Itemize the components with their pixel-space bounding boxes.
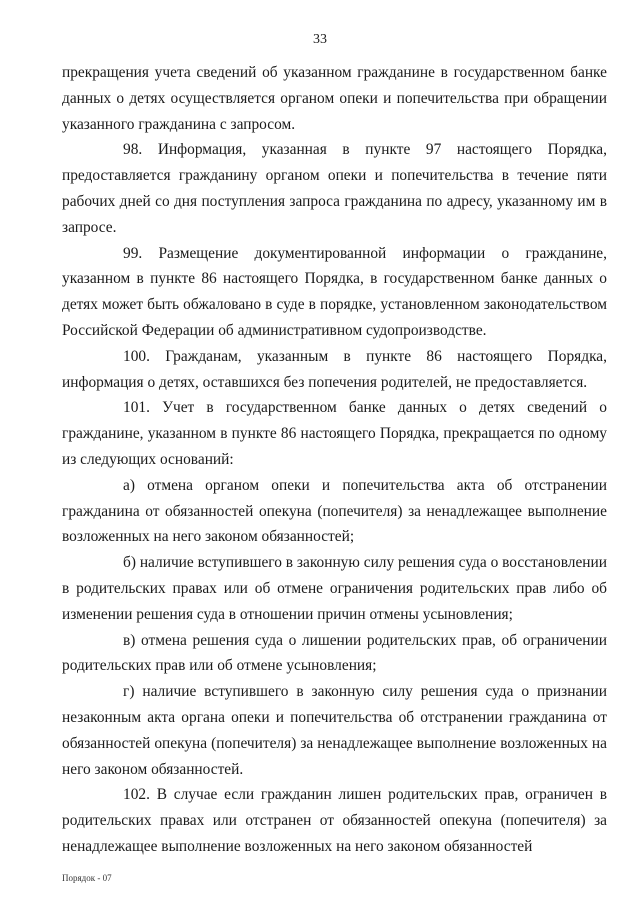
paragraph: 100. Гражданам, указанным в пункте 86 настоящего Порядка, информация о детях, оставшихся без попечения родителей, не предоставляется. <box>62 347 607 391</box>
paragraph: г) наличие вступившего в законную силу решения суда о признании незаконным акта органа опеки и попечительства об отстранении гражданина от обязанностей опекуна (попечителя) за ненадлежащее выполнение возложенных на него законом обязанностей. <box>62 683 607 778</box>
footer-label: Порядок - 07 <box>62 873 112 883</box>
paragraph: б) наличие вступившего в законную силу решения суда о восстановлении в родительских правах или об отмене ограничения родительских прав либо об изменении решения суда в отношении причин отмены усыновления; <box>62 554 607 623</box>
paragraph: 98. Информация, указанная в пункте 97 настоящего Порядка, предоставляется гражданину органом опеки и попечительства в течение пяти рабочих дней со дня поступления запроса гражданина по адресу, указанному им в запросе. <box>62 141 607 236</box>
paragraph: прекращения учета сведений об указанном гражданине в государственном банке данных о детях осуществляется органом опеки и попечительства при обращении указанного гражданина с запросом. <box>62 64 607 133</box>
body-text <box>62 60 607 860</box>
paragraph: 101. Учет в государственном банке данных о детях сведений о гражданине, указанном в пункте 86 настоящего Порядка, прекращается по одному из следующих оснований: <box>62 399 607 468</box>
paragraph: в) отмена решения суда о лишении родительских прав, об ограничении родительских прав или об отмене усыновления; <box>62 631 607 675</box>
paragraph: а) отмена органом опеки и попечительства акта об отстранении гражданина от обязанностей опекуна (попечителя) за ненадлежащее выполнение возложенных на него законом обязанностей; <box>62 476 607 546</box>
paragraph: 99. Размещение документированной информации о гражданине, указанном в пункте 86 настоящего Порядка, в государственном банке данных о детях может быть обжаловано в суде в порядке, установленном законодательством Российской Федерации об административном судопроизводстве. <box>62 244 607 339</box>
page-number: 33 <box>313 32 327 47</box>
paragraph: 102. В случае если гражданин лишен родительских прав, ограничен в родительских правах или отстранен от обязанностей опекуна (попечителя) за ненадлежащее выполнение возложенных на него законом обязанностей <box>62 786 607 855</box>
